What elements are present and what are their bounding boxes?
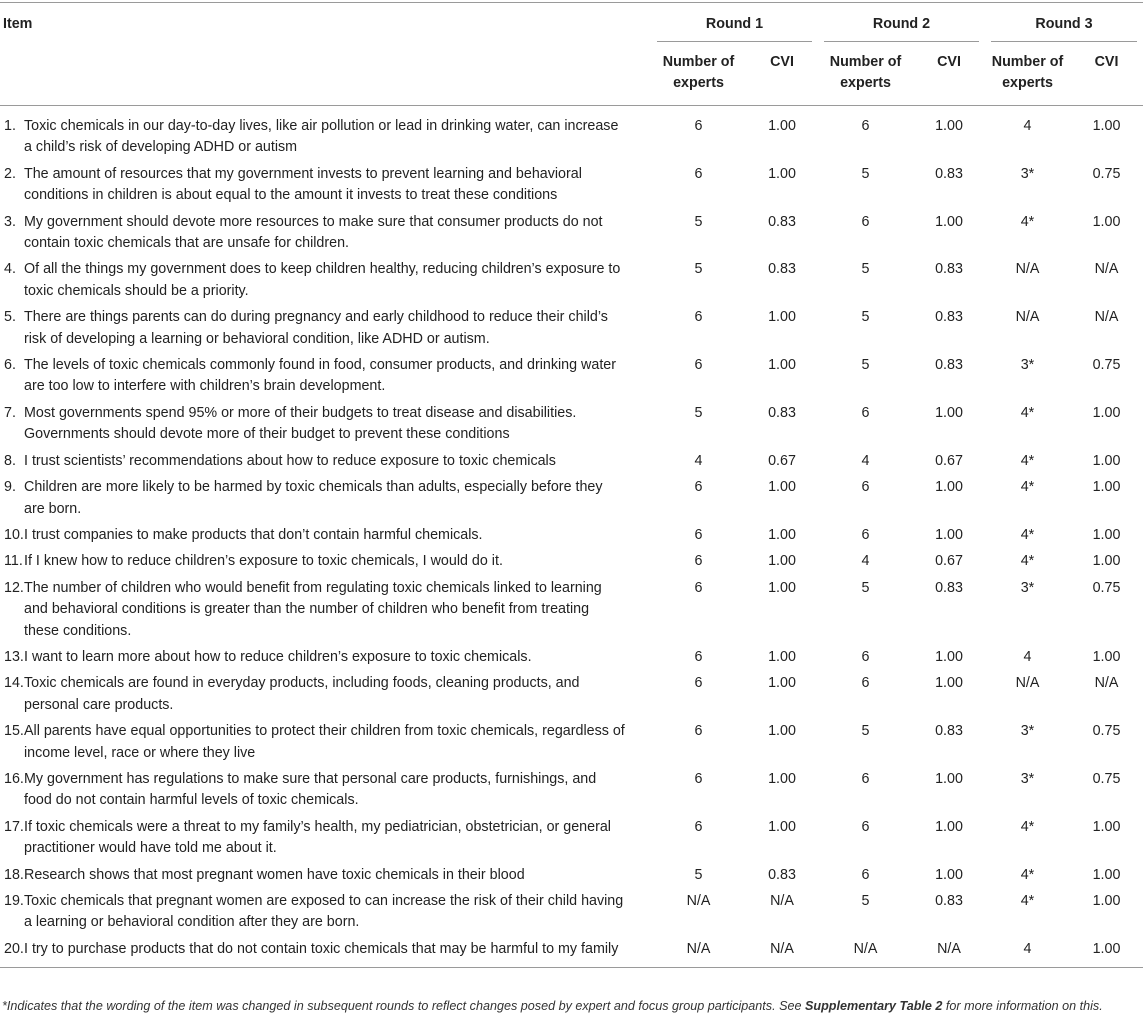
item-cell <box>0 523 651 549</box>
cell-r1-cvi: 0.83 <box>768 866 796 883</box>
item-text: If toxic chemicals were a threat to my family’s health, my pediatrician, obstetrician, or general practitioner would have told me about it. <box>24 818 611 857</box>
cell-r1-cvi: 1.00 <box>768 165 796 182</box>
cell-r2-experts: 6 <box>861 118 870 134</box>
item-cell <box>0 475 651 523</box>
item-cell <box>0 815 651 863</box>
header-r1-cvi: CVI <box>746 48 818 106</box>
item-text: I trust companies to make products that don’t contain harmful chemicals. <box>24 526 483 543</box>
cell-r1-experts: 6 <box>694 357 703 374</box>
item-number: 14. <box>4 675 24 692</box>
cell-r3-cvi: N/A <box>1094 309 1119 326</box>
cell-r2-cvi: 0.83 <box>935 357 963 374</box>
item-number: 17. <box>4 818 24 835</box>
cell-r3-cvi: N/A <box>1094 261 1119 278</box>
item-number: 15. <box>4 723 24 740</box>
item-cell <box>0 863 651 889</box>
item-cell <box>0 937 651 968</box>
cell-r2-cvi: 0.67 <box>935 452 963 469</box>
cell-r1-cvi: 1.00 <box>768 553 796 570</box>
item-number: 20. <box>4 940 24 957</box>
cell-r2-experts: 6 <box>861 479 870 496</box>
cell-r1-cvi: 1.00 <box>768 357 796 374</box>
cell-r1-cvi: 1.00 <box>768 526 796 543</box>
cell-r1-experts: 6 <box>694 648 703 665</box>
item-text: Toxic chemicals that pregnant women are exposed to can increase the risk of their child having a learning or behavioral condition after they are born. <box>24 893 624 931</box>
cell-r1-experts: 6 <box>694 723 703 740</box>
item-number: 4. <box>4 261 16 278</box>
table-row <box>0 106 1143 162</box>
item-number: 2. <box>4 165 16 182</box>
cell-r3-experts: N/A <box>1015 261 1040 278</box>
cell-r2-experts: 6 <box>861 770 870 787</box>
cell-r3-cvi: 0.75 <box>1092 579 1121 596</box>
supplementary-table-link[interactable]: Supplementary Table 2 <box>805 999 943 1013</box>
item-cell <box>0 719 651 767</box>
header-round-1: Round 1 <box>651 3 818 49</box>
item-text: Toxic chemicals in our day-to-day lives, like air pollution or lead in drinking water, can increase a child’s risk of developing ADHD or autism <box>24 118 619 156</box>
cell-r2-cvi: 1.00 <box>935 866 963 883</box>
cell-r2-experts: 5 <box>861 723 870 740</box>
cell-r3-experts: N/A <box>1015 309 1040 326</box>
cell-r2-experts: 5 <box>861 579 870 596</box>
item-text: All parents have equal opportunities to protect their children from toxic chemicals, regardless of income level, race or where they live <box>24 723 625 761</box>
cell-r2-experts: 6 <box>861 675 870 692</box>
cell-r3-experts: 3* <box>1020 723 1035 740</box>
table-row <box>0 863 1143 889</box>
header-round-3: Round 3 <box>985 3 1143 49</box>
cell-r1-experts: N/A <box>651 937 746 968</box>
cell-r2-experts: 6 <box>861 526 870 543</box>
table-row <box>0 549 1143 575</box>
item-number: 18. <box>4 866 24 883</box>
cell-r1-experts: 5 <box>694 866 703 883</box>
cell-r2-cvi: 1.00 <box>935 770 963 787</box>
item-number: 1. <box>4 118 16 134</box>
cell-r2-experts: 6 <box>861 818 870 835</box>
header-r2-experts: Number of experts <box>818 48 913 106</box>
cell-r1-experts: 6 <box>694 553 703 570</box>
cell-r3-experts: 4* <box>1020 479 1035 496</box>
cell-r1-cvi: N/A <box>770 893 794 909</box>
cell-r1-experts: 6 <box>694 579 703 596</box>
cell-r3-experts: 4* <box>1020 818 1035 835</box>
cell-r2-experts: 4 <box>861 452 870 469</box>
item-cell <box>0 257 651 305</box>
cell-r3-experts: 4 <box>985 937 1070 968</box>
cell-r2-experts: 6 <box>861 404 870 421</box>
table-row <box>0 767 1143 815</box>
cell-r1-cvi: 0.83 <box>768 261 796 278</box>
cell-r3-experts: 4* <box>1020 553 1035 570</box>
item-text: The number of children who would benefit from regulating toxic chemicals linked to learning and behavioral conditions is greater than the number of children who benefit from treating these conditions. <box>24 579 602 639</box>
table-row <box>0 671 1143 719</box>
item-number: 10. <box>4 526 24 543</box>
table-row <box>0 523 1143 549</box>
cell-r1-cvi: 1.00 <box>768 309 796 326</box>
item-number: 19. <box>4 893 24 909</box>
cell-r1-cvi: 1.00 <box>768 118 796 134</box>
item-cell <box>0 401 651 449</box>
cell-r1-experts: 4 <box>694 452 703 469</box>
cell-r1-experts: 6 <box>694 770 703 787</box>
table-row <box>0 449 1143 475</box>
cell-r2-cvi: 1.00 <box>935 479 963 496</box>
cell-r2-experts: 6 <box>861 866 870 883</box>
item-text: If I knew how to reduce children’s exposure to toxic chemicals, I would do it. <box>24 553 503 570</box>
cell-r3-experts: 4* <box>1020 213 1035 230</box>
footnote <box>2 997 1140 1015</box>
cell-r3-experts: 3* <box>1020 357 1035 374</box>
table-row <box>0 257 1143 305</box>
cell-r3-experts: 3* <box>1020 579 1035 596</box>
cell-r3-cvi: 1.00 <box>1092 404 1121 421</box>
item-text: Children are more likely to be harmed by toxic chemicals than adults, especially before they are born. <box>24 479 603 517</box>
header-item: Item <box>0 3 651 106</box>
cell-r3-cvi: 1.00 <box>1092 479 1121 496</box>
item-cell <box>0 549 651 575</box>
table-row <box>0 889 1143 937</box>
cell-r3-experts: 3* <box>1020 770 1035 787</box>
item-cell <box>0 645 651 671</box>
cell-r3-experts: 4 <box>1023 118 1032 134</box>
cell-r1-experts: 6 <box>694 309 703 326</box>
item-text: My government should devote more resources to make sure that consumer products do not contain toxic chemicals that are unsafe for children. <box>24 213 603 252</box>
cell-r2-cvi: N/A <box>913 937 985 968</box>
item-number: 12. <box>4 579 24 596</box>
cell-r3-cvi: 1.00 <box>1092 866 1121 883</box>
cell-r3-cvi: 0.75 <box>1092 165 1121 182</box>
cell-r3-cvi: 1.00 <box>1092 526 1121 543</box>
item-number: 6. <box>4 357 16 374</box>
item-cell <box>0 305 651 353</box>
table-row <box>0 937 1143 968</box>
cell-r2-experts: 5 <box>861 893 870 909</box>
item-number: 9. <box>4 479 16 496</box>
cell-r2-cvi: 1.00 <box>935 118 963 134</box>
cell-r2-cvi: 1.00 <box>935 818 963 835</box>
cell-r1-experts: 6 <box>694 479 703 496</box>
cell-r2-cvi: 0.83 <box>935 723 963 740</box>
data-table <box>0 2 1143 968</box>
cell-r2-cvi: 1.00 <box>935 213 963 230</box>
cell-r3-experts: N/A <box>1015 675 1040 692</box>
table-row <box>0 353 1143 401</box>
cell-r2-cvi: 0.83 <box>935 165 963 182</box>
table-row <box>0 645 1143 671</box>
item-number: 13. <box>4 648 24 665</box>
cell-r2-experts: 6 <box>861 213 870 230</box>
cell-r3-cvi: 0.75 <box>1092 357 1121 374</box>
item-cell <box>0 767 651 815</box>
header-r2-cvi: CVI <box>913 48 985 106</box>
cell-r1-cvi: 1.00 <box>768 818 796 835</box>
cell-r3-cvi: 1.00 <box>1092 648 1121 665</box>
cell-r3-cvi: 1.00 <box>1092 213 1121 230</box>
cell-r1-experts: 6 <box>694 118 703 134</box>
cell-r3-experts: 4* <box>1020 893 1035 909</box>
item-text: Research shows that most pregnant women have toxic chemicals in their blood <box>24 866 525 883</box>
cell-r1-experts: 6 <box>694 165 703 182</box>
cell-r1-cvi: N/A <box>746 937 818 968</box>
item-cell <box>0 210 651 258</box>
item-text: There are things parents can do during pregnancy and early childhood to reduce their child’s risk of developing a learning or behavioral condition, like ADHD or autism. <box>24 309 608 347</box>
cell-r3-experts: 4* <box>1020 526 1035 543</box>
cell-r3-cvi: 1.00 <box>1092 893 1121 909</box>
item-text: The levels of toxic chemicals commonly found in food, consumer products, and drinking water are too low to interfere with children’s brain development. <box>24 357 617 395</box>
item-number: 3. <box>4 213 16 230</box>
table-row <box>0 719 1143 767</box>
table-row <box>0 475 1143 523</box>
header-row-rounds <box>0 3 1143 49</box>
cell-r2-cvi: 1.00 <box>935 648 963 665</box>
cell-r2-cvi: 0.83 <box>935 309 963 326</box>
item-text: My government has regulations to make sure that personal care products, furnishings, and food do not contain harmful levels of toxic chemicals. <box>24 770 597 809</box>
cell-r2-cvi: 0.83 <box>935 579 963 596</box>
cell-r2-cvi: 0.83 <box>935 261 963 278</box>
table-row <box>0 162 1143 210</box>
item-cell <box>0 671 651 719</box>
table-row <box>0 210 1143 258</box>
table-body <box>0 106 1143 968</box>
header-r3-cvi: CVI <box>1070 48 1143 106</box>
footnote-text-end: for more information on this. <box>942 999 1103 1013</box>
cell-r1-cvi: 0.83 <box>768 404 796 421</box>
cell-r1-cvi: 1.00 <box>768 479 796 496</box>
cell-r1-experts: 6 <box>694 818 703 835</box>
cell-r2-experts: N/A <box>818 937 913 968</box>
cell-r1-experts: 5 <box>694 261 703 278</box>
cell-r1-cvi: 1.00 <box>768 579 796 596</box>
cell-r2-experts: 5 <box>861 261 870 278</box>
cell-r1-experts: 5 <box>694 213 703 230</box>
cell-r1-cvi: 1.00 <box>768 770 796 787</box>
cell-r1-cvi: 0.83 <box>768 213 796 230</box>
cell-r3-cvi: 1.00 <box>1092 118 1121 134</box>
cell-r2-cvi: 0.83 <box>935 893 963 909</box>
item-cell <box>0 162 651 210</box>
item-number: 8. <box>4 452 16 469</box>
header-r1-experts: Number of experts <box>651 48 746 106</box>
item-text: The amount of resources that my government invests to prevent learning and behavioral conditions in children is about equal to the amount it invests to treat these conditions <box>24 165 582 204</box>
item-text: I trust scientists’ recommendations about how to reduce exposure to toxic chemicals <box>24 452 556 469</box>
item-cell <box>0 576 651 645</box>
table-row <box>0 401 1143 449</box>
cell-r3-experts: 4* <box>1020 866 1035 883</box>
cell-r3-cvi: 1.00 <box>1092 553 1121 570</box>
cell-r2-experts: 4 <box>861 553 870 570</box>
cell-r3-cvi: 0.75 <box>1092 723 1121 740</box>
item-text: I try to purchase products that do not contain toxic chemicals that may be harmful to my family <box>24 940 619 957</box>
cell-r1-cvi: 0.67 <box>768 452 796 469</box>
cell-r2-experts: 6 <box>861 648 870 665</box>
cell-r3-experts: 3* <box>1020 165 1035 182</box>
cell-r3-cvi: 1.00 <box>1092 818 1121 835</box>
cell-r3-cvi: 0.75 <box>1092 770 1121 787</box>
cell-r3-cvi: N/A <box>1094 675 1119 692</box>
item-text: I want to learn more about how to reduce children’s exposure to toxic chemicals. <box>24 648 532 665</box>
item-cell <box>0 449 651 475</box>
item-cell <box>0 353 651 401</box>
cell-r1-experts: N/A <box>686 893 711 909</box>
item-number: 16. <box>4 770 24 787</box>
header-r3-experts: Number of experts <box>985 48 1070 106</box>
cell-r1-experts: 5 <box>694 404 703 421</box>
item-text: Toxic chemicals are found in everyday products, including foods, cleaning products, and personal care products. <box>24 675 580 713</box>
item-text: Of all the things my government does to keep children healthy, reducing children’s exposure to toxic chemicals should be a priority. <box>24 261 621 299</box>
item-cell <box>0 106 651 162</box>
cell-r2-cvi: 1.00 <box>935 675 963 692</box>
cell-r1-experts: 6 <box>694 675 703 692</box>
cell-r2-experts: 5 <box>861 165 870 182</box>
cell-r1-cvi: 1.00 <box>768 723 796 740</box>
cell-r3-experts: 4 <box>1023 648 1032 665</box>
cell-r3-cvi: 1.00 <box>1092 452 1121 469</box>
item-cell <box>0 889 651 937</box>
cell-r2-cvi: 1.00 <box>935 404 963 421</box>
footnote-text: *Indicates that the wording of the item was changed in subsequent rounds to reflect changes posed by expert and focus group participants. See <box>2 999 806 1013</box>
cell-r2-experts: 5 <box>861 309 870 326</box>
table-row <box>0 305 1143 353</box>
cell-r1-cvi: 1.00 <box>768 648 796 665</box>
cell-r3-cvi: 1.00 <box>1070 937 1143 968</box>
cell-r2-experts: 5 <box>861 357 870 374</box>
cell-r2-cvi: 0.67 <box>935 553 963 570</box>
header-round-2: Round 2 <box>818 3 985 49</box>
table-row <box>0 815 1143 863</box>
item-text: Most governments spend 95% or more of their budgets to treat disease and disabilities. Governments should devote more of their budget to prevent these conditions <box>24 404 577 443</box>
cell-r1-experts: 6 <box>694 526 703 543</box>
table-row <box>0 576 1143 645</box>
item-number: 7. <box>4 404 16 421</box>
cell-r3-experts: 4* <box>1020 452 1035 469</box>
cell-r1-cvi: 1.00 <box>768 675 796 692</box>
item-number: 5. <box>4 309 16 326</box>
item-number: 11. <box>4 553 23 570</box>
cell-r2-cvi: 1.00 <box>935 526 963 543</box>
cell-r3-experts: 4* <box>1020 404 1035 421</box>
